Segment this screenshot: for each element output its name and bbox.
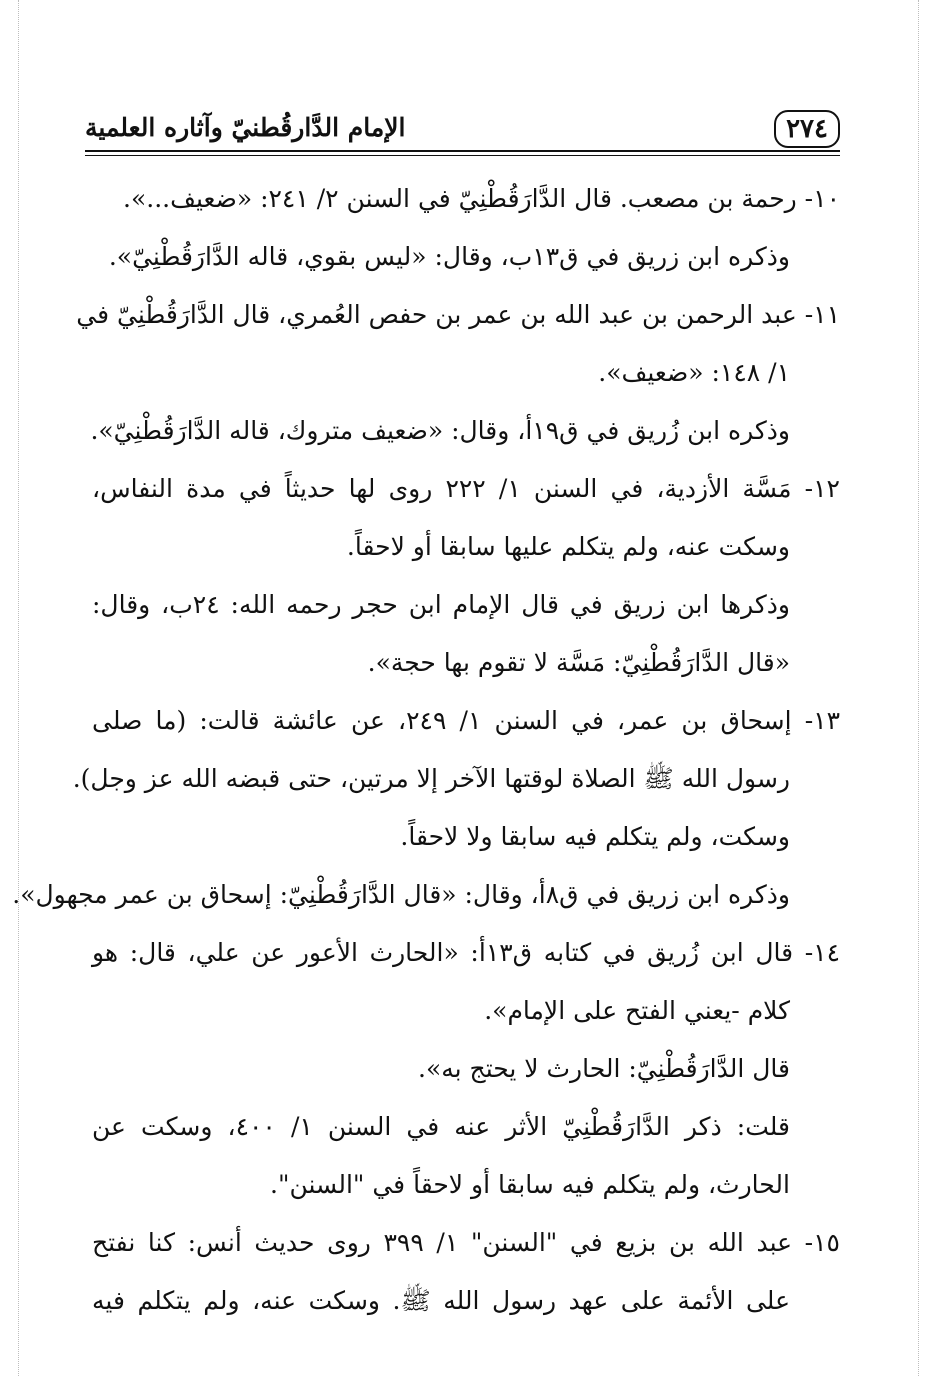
text-line: وذكره ابن زريق في ق٨أ، وقال: «قال الدَّارَقُطْنِيّ: إسحاق بن عمر مجهول». xyxy=(12,880,790,909)
text-line: ١٣- إسحاق بن عمر، في السنن ١/ ٢٤٩، عن عائشة قالت: (ما صلى xyxy=(92,706,840,735)
text-line: ١٤- قال ابن زُريق في كتابه ق١٣أ: «الحارث الأعور عن علي، قال: هو xyxy=(92,938,841,967)
text-line: على الأئمة على عهد رسول الله ﷺ. وسكت عنه، ولم يتكلم فيه xyxy=(92,1286,790,1315)
text-line: ١١- عبد الرحمن بن عبد الله بن عمر بن حفص العُمري، قال الدَّارَقُطْنِيّ في xyxy=(76,300,840,329)
header-rule-thin xyxy=(85,155,840,156)
text-line: ١/ ١٤٨: «ضعيف». xyxy=(598,358,790,387)
text-line: وذكره ابن زُريق في ق١٩أ، وقال: «ضعيف متروك، قاله الدَّارَقُطْنِيّ». xyxy=(90,416,790,445)
text-line: رسول الله ﷺ الصلاة لوقتها الآخر إلا مرتين، حتى قبضه الله عز وجل). xyxy=(72,764,790,793)
text-line: قلت: ذكر الدَّارَقُطْنِيّ الأثر عنه في السنن ١/ ٤٠٠، وسكت عن xyxy=(92,1112,790,1141)
text-line: وسكت عنه، ولم يتكلم عليها سابقا أو لاحقاً. xyxy=(346,532,790,561)
scan-edge-left xyxy=(18,0,19,1376)
scan-edge-right xyxy=(918,0,919,1376)
text-line: قال الدَّارَقُطْنِيّ: الحارث لا يحتج به». xyxy=(418,1054,790,1083)
body-text xyxy=(12,170,841,1330)
header-rule-thick xyxy=(85,150,840,152)
page-header xyxy=(85,108,840,152)
text-line: ١٢- مَسَّة الأزدية، في السنن ١/ ٢٢٢ روى لها حديثاً في مدة النفاس، xyxy=(92,474,840,503)
page-number: ٢٧٤ xyxy=(774,110,840,148)
text-line: وذكرها ابن زريق في قال الإمام ابن حجر رحمه الله: ٢٤ب، وقال: xyxy=(92,590,791,619)
text-line: ١٥- عبد الله بن بزيع في "السنن" ١/ ٣٩٩ روى حديث أنس: كنا نفتح xyxy=(92,1228,840,1257)
running-title: الإمام الدَّارقُطنيّ وآثاره العلمية xyxy=(85,113,406,142)
text-line: الحارث، ولم يتكلم فيه سابقا أو لاحقاً في "السنن". xyxy=(270,1170,790,1199)
text-line: وسكت، ولم يتكلم فيه سابقا ولا لاحقاً. xyxy=(400,822,790,851)
text-line: كلام -يعني الفتح على الإمام». xyxy=(484,996,790,1025)
text-line: ١٠- رحمة بن مصعب. قال الدَّارَقُطْنِيّ في السنن ٢/ ٢٤١: «ضعيف...». xyxy=(123,184,840,213)
text-line: وذكره ابن زريق في ق١٣ب، وقال: «ليس بقوي، قاله الدَّارَقُطْنِيّ». xyxy=(108,242,790,271)
text-line: «قال الدَّارَقُطْنِيّ: مَسَّة لا تقوم بها حجة». xyxy=(367,648,790,677)
